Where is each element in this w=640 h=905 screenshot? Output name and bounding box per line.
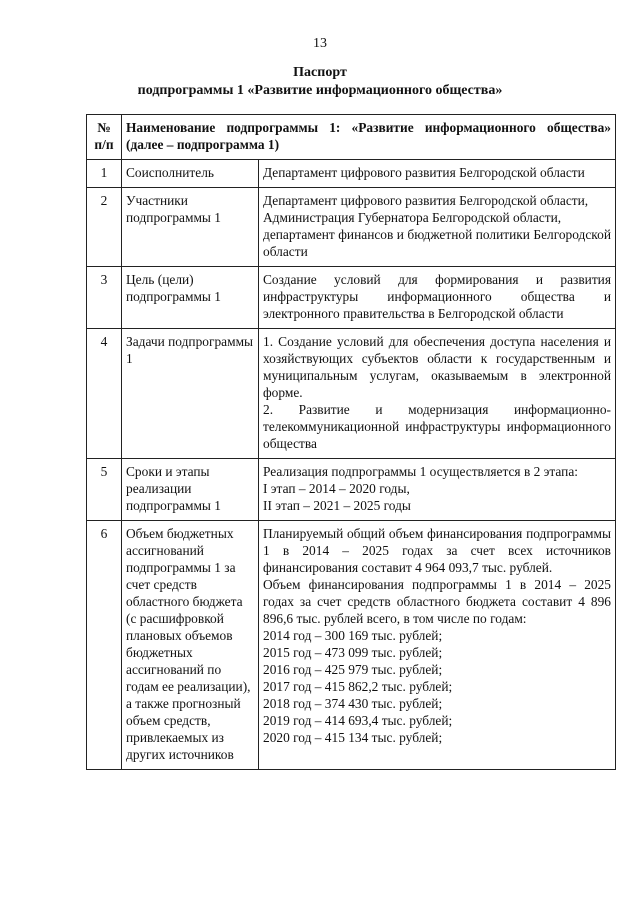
row-label: Сроки и этапы реализации подпрограммы 1 bbox=[122, 459, 259, 521]
row-label: Объем бюджетных ассигнований подпрограммы 1 за счет средств областного бюджета (с расшифровкой плановых объемов бюджетных ассигнований по годам ее реализации), а также прогнозный объем средств, привлекаемых из других источников bbox=[122, 521, 259, 770]
row-label: Участники подпрограммы 1 bbox=[122, 188, 259, 267]
table-row bbox=[87, 267, 616, 329]
table-row bbox=[87, 329, 616, 459]
value-line: 2020 год – 415 134 тыс. рублей; bbox=[263, 730, 443, 745]
value-line: II этап – 2021 – 2025 годы bbox=[263, 498, 411, 513]
value-line: 2015 год – 473 099 тыс. рублей; bbox=[263, 645, 443, 660]
row-number: 6 bbox=[87, 521, 122, 770]
row-value bbox=[259, 329, 616, 459]
table-row bbox=[87, 521, 616, 770]
row-number: 5 bbox=[87, 459, 122, 521]
value-line: 2018 год – 374 430 тыс. рублей; bbox=[263, 696, 443, 711]
value-line: Реализация подпрограммы 1 осуществляется в 2 этапа: bbox=[263, 464, 579, 479]
title-line-1: Паспорт bbox=[293, 65, 347, 80]
value-line: Департамент цифрового развития Белгородской области, bbox=[263, 193, 589, 208]
value-line: 2. Развитие и модернизация информационно-телекоммуникационной инфраструктуры информационного общества bbox=[263, 402, 611, 451]
value-line: Объем финансирования подпрограммы 1 в 2014 – 2025 годах за счет средств областного бюджета составит 4 896 896,6 тыс. рублей всего, в том числе по годам: bbox=[263, 577, 611, 626]
row-number: 3 bbox=[87, 267, 122, 329]
table-row bbox=[87, 160, 616, 188]
table-row bbox=[87, 188, 616, 267]
row-value bbox=[259, 459, 616, 521]
value-line: 1. Создание условий для обеспечения доступа населения и хозяйствующих субъектов области к государственным и муниципальным услугам, оказываемым в электронной форме. bbox=[263, 334, 611, 400]
value-line: 2014 год – 300 169 тыс. рублей; bbox=[263, 628, 443, 643]
value-line: департамент финансов и бюджетной политики Белгородской области bbox=[263, 227, 611, 259]
title-line-2: подпрограммы 1 «Развитие информационного общества» bbox=[137, 83, 503, 98]
page-number: 13 bbox=[313, 36, 327, 51]
row-label: Цель (цели) подпрограммы 1 bbox=[122, 267, 259, 329]
row-label: Соисполнитель bbox=[122, 160, 259, 188]
value-line: 2017 год – 415 862,2 тыс. рублей; bbox=[263, 679, 453, 694]
row-label: Задачи подпрограммы 1 bbox=[122, 329, 259, 459]
table-row bbox=[87, 459, 616, 521]
row-value bbox=[259, 160, 616, 188]
header-name-cell: Наименование подпрограммы 1: «Развитие информационного общества» (далее – подпрограмма 1) bbox=[122, 115, 616, 160]
row-value bbox=[259, 267, 616, 329]
value-line: I этап – 2014 – 2020 годы, bbox=[263, 481, 410, 496]
header-num-cell: № п/п bbox=[87, 115, 122, 160]
row-value bbox=[259, 188, 616, 267]
value-line: Администрация Губернатора Белгородской области, bbox=[263, 210, 562, 225]
passport-table bbox=[86, 114, 616, 770]
row-number: 1 bbox=[87, 160, 122, 188]
value-line: Создание условий для формирования и развития инфраструктуры информационного общества и электронного правительства в Белгородской области bbox=[263, 272, 611, 321]
row-number: 4 bbox=[87, 329, 122, 459]
row-number: 2 bbox=[87, 188, 122, 267]
document-title bbox=[0, 64, 640, 100]
table-header-row bbox=[87, 115, 616, 160]
value-line: Департамент цифрового развития Белгородской области bbox=[263, 165, 585, 180]
row-value bbox=[259, 521, 616, 770]
value-line: 2019 год – 414 693,4 тыс. рублей; bbox=[263, 713, 453, 728]
value-line: 2016 год – 425 979 тыс. рублей; bbox=[263, 662, 443, 677]
value-line: Планируемый общий объем финансирования подпрограммы 1 в 2014 – 2025 годах за счет всех источников финансирования составит 4 964 093,7 тыс. рублей. bbox=[263, 526, 611, 575]
